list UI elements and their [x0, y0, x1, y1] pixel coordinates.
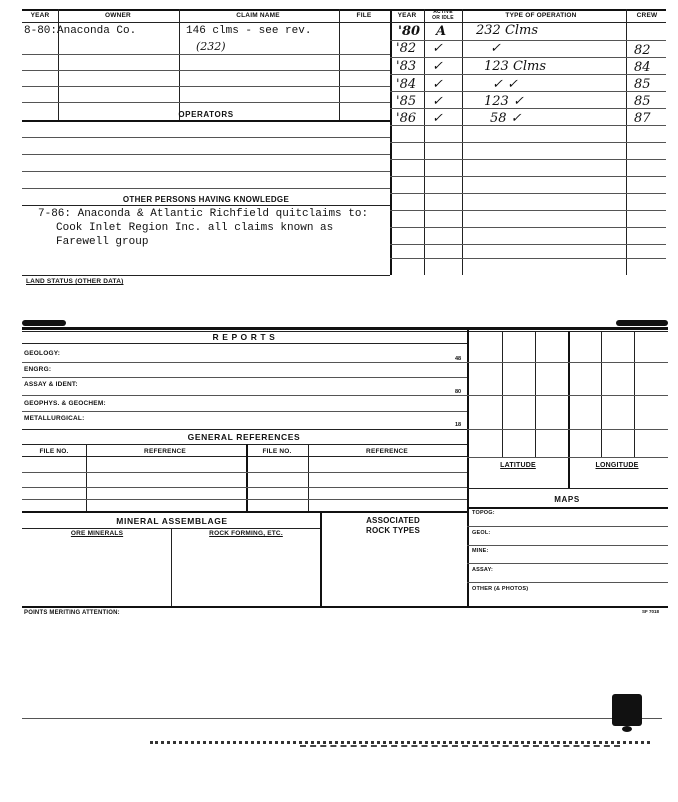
- op-crew-4: 85: [634, 77, 651, 92]
- op-year-1: '80: [398, 24, 421, 39]
- claim-count-note: (232): [196, 40, 226, 53]
- claim-name-entry: 146 clms - see rev.: [186, 25, 312, 37]
- op-crew-5: 85: [634, 94, 651, 109]
- reference-header-2: REFERENCE: [366, 448, 408, 455]
- op-year-2: '82: [396, 41, 417, 56]
- maps-heading: MAPS: [554, 495, 580, 504]
- op-type-1: 232 Clms: [476, 23, 539, 38]
- knowledge-line-2: Cook Inlet Region Inc. all claims known as: [56, 222, 334, 234]
- claim-name-column-header: CLAIM NAME: [236, 12, 280, 19]
- knowledge-line-1: 7-86: Anaconda & Atlantic Richfield quitclaims to:: [38, 208, 369, 220]
- report-geology-num: 48: [455, 356, 462, 362]
- maps-mine-label: MINE:: [472, 548, 489, 554]
- op-status-5: ✓: [432, 94, 443, 109]
- report-assay-num: 80: [455, 389, 462, 395]
- points-meriting-attention-label: POINTS MERITING ATTENTION:: [24, 610, 120, 616]
- op-year-4: '84: [396, 77, 417, 92]
- year-column-header: YEAR: [30, 12, 50, 19]
- general-references-heading: GENERAL REFERENCES: [187, 432, 301, 442]
- active-header-line-2: OR IDLE: [432, 15, 454, 21]
- op-crew-3: 84: [634, 60, 651, 75]
- op-crew-6: 87: [634, 111, 651, 126]
- op-status-2: ✓: [432, 41, 443, 56]
- op-type-4: ✓ ✓: [492, 77, 518, 92]
- owner-column-header: OWNER: [105, 12, 131, 19]
- associated-header-line-1: ASSOCIATED: [366, 516, 420, 525]
- reference-header-1: REFERENCE: [144, 448, 186, 455]
- crew-header: CREW: [636, 12, 658, 19]
- op-year-5: '85: [396, 94, 417, 109]
- op-year-3: '83: [396, 59, 417, 74]
- report-assay-label: ASSAY & IDENT:: [24, 381, 78, 388]
- report-geophys-label: GEOPHYS. & GEOCHEM:: [24, 400, 106, 407]
- report-metallurgical-num: 18: [455, 422, 462, 428]
- ore-minerals-header: ORE MINERALS: [70, 530, 124, 537]
- report-geology-label: GEOLOGY:: [24, 350, 61, 357]
- report-metallurgical-label: METALLURGICAL:: [24, 415, 85, 422]
- knowledge-line-3: Farewell group: [56, 236, 149, 248]
- op-type-6: 58 ✓: [490, 111, 522, 126]
- type-of-operation-header: TYPE OF OPERATION: [505, 12, 577, 19]
- op-status-4: ✓: [432, 77, 443, 92]
- op-crew-2: 82: [634, 43, 651, 58]
- scan-blot: [612, 694, 642, 726]
- operators-heading: OPERATORS: [178, 110, 234, 119]
- op-status-3: ✓: [432, 59, 443, 74]
- knowledge-heading: OTHER PERSONS HAVING KNOWLEDGE: [122, 195, 290, 204]
- file-no-header-2: FILE NO.: [262, 448, 292, 455]
- latitude-label: LATITUDE: [500, 462, 536, 469]
- maps-other-label: OTHER (& PHOTOS): [472, 586, 529, 592]
- op-type-3: 123 Clms: [484, 59, 547, 74]
- maps-topog-label: TOPOG:: [472, 510, 495, 516]
- op-year-6: '86: [396, 111, 417, 126]
- op-type-2: ✓: [490, 41, 501, 56]
- form-number: SF 7018: [642, 609, 660, 614]
- longitude-label: LONGITUDE: [595, 462, 639, 469]
- op-status-6: ✓: [432, 111, 443, 126]
- file-no-header-1: FILE NO.: [39, 448, 69, 455]
- maps-geol-label: GEOL:: [472, 530, 491, 536]
- land-status-label: LAND STATUS (OTHER DATA): [26, 278, 124, 285]
- op-status-1: A: [436, 24, 447, 39]
- file-column-header: FILE: [356, 12, 372, 19]
- mineral-assemblage-heading: MINERAL ASSEMBLAGE: [116, 516, 228, 526]
- op-type-5: 123 ✓: [484, 94, 524, 109]
- rock-forming-header: ROCK FORMING, ETC.: [209, 530, 283, 537]
- report-engrg-label: ENGRG:: [24, 366, 52, 373]
- op-year-header: YEAR: [397, 12, 417, 19]
- reports-heading: R E P O R T S: [212, 332, 276, 342]
- owner-entry: 8-80:Anaconda Co.: [24, 25, 137, 37]
- active-header-line-1: ACTIVE: [433, 9, 453, 15]
- associated-header-line-2: ROCK TYPES: [365, 526, 421, 535]
- maps-assay-label: ASSAY:: [472, 567, 494, 573]
